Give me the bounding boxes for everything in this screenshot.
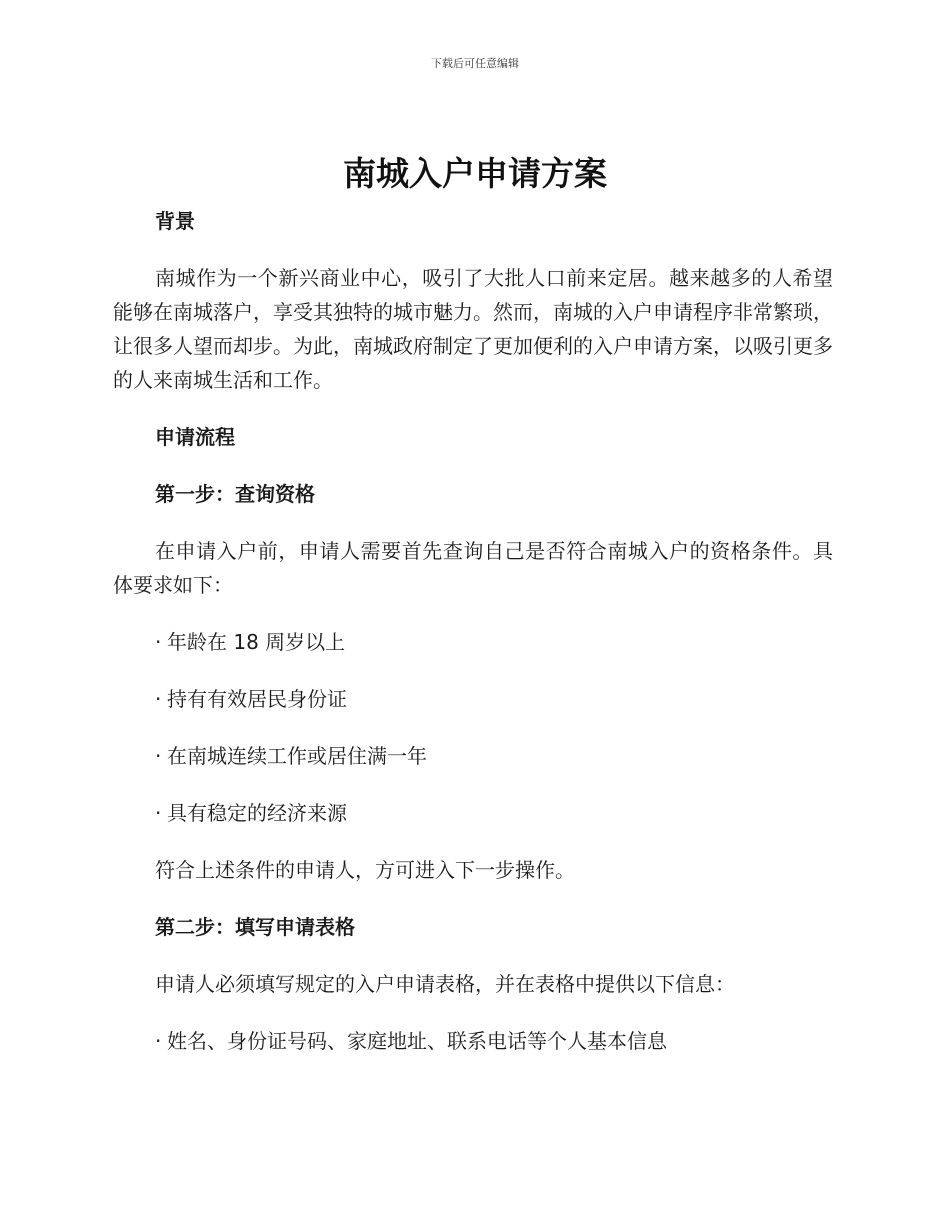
paragraph-step2-intro: 申请人必须填写规定的入户申请表格，并在表格中提供以下信息：: [155, 972, 735, 996]
paragraph-step1-conclusion: 符合上述条件的申请人，方可进入下一步操作。: [155, 858, 575, 882]
list-item-text: 年龄在 18 周岁以上: [167, 630, 346, 654]
list-item-text: 在南城连续工作或居住满一年: [167, 744, 427, 768]
list-item: [113, 1024, 833, 1058]
step-heading-1: 第一步：查询资格: [155, 482, 315, 506]
paragraph-step1-intro: 在申请入户前，申请人需要首先查询自己是否符合南城入户的资格条件。具体要求如下：: [113, 539, 833, 597]
list-item-text: 持有有效居民身份证: [167, 687, 347, 711]
list-item: [113, 625, 833, 659]
list-item-text: 姓名、身份证号码、家庭地址、联系电话等个人基本信息: [167, 1029, 667, 1053]
section-heading-process: 申请流程: [155, 425, 235, 449]
step-heading-2: 第二步：填写申请表格: [155, 915, 355, 939]
document-body: [113, 204, 833, 1081]
bullet-icon: ·: [155, 687, 162, 711]
list-item: [113, 682, 833, 716]
list-item: [113, 739, 833, 773]
section-heading-background: 背景: [155, 209, 195, 233]
list-item: [113, 796, 833, 830]
page-header-note: 下载后可任意编辑: [431, 57, 519, 70]
bullet-icon: ·: [155, 744, 162, 768]
list-item-text: 具有稳定的经济来源: [167, 801, 347, 825]
paragraph-background: 南城作为一个新兴商业中心，吸引了大批人口前来定居。越来越多的人希望能够在南城落户，享受其独特的城市魅力。然而，南城的入户申请程序非常繁琐，让很多人望而却步。为此，南城政府制定了更加便利的入户申请方案，以吸引更多的人来南城生活和工作。: [113, 266, 833, 392]
bullet-icon: ·: [155, 1029, 162, 1053]
document-title: 南城入户申请方案: [343, 154, 607, 193]
bullet-icon: ·: [155, 801, 162, 825]
bullet-icon: ·: [155, 630, 162, 654]
